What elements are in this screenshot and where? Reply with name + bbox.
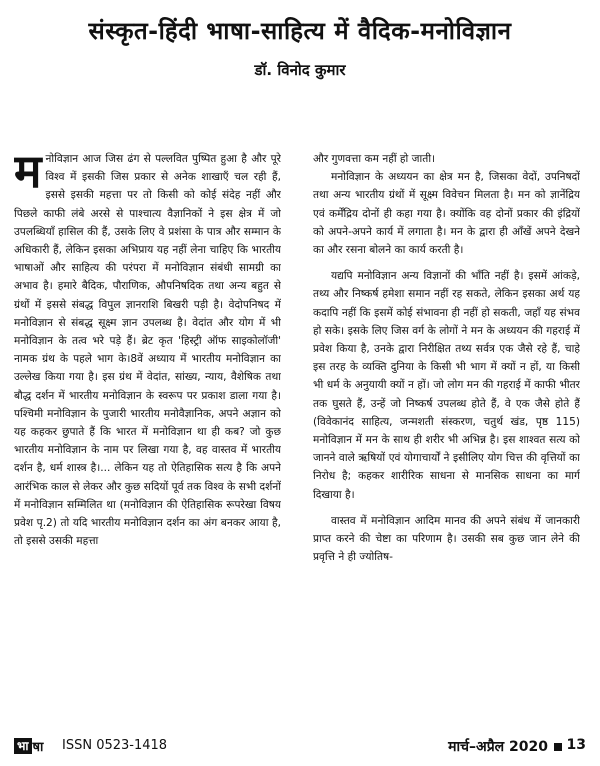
right-paragraph-3: यद्यपि मनोविज्ञान अन्य विज्ञानों की भाँति नहीं है। इसमें आंकड़े, तथ्य और निष्कर्ष हमेशा समान नहीं रह सकते, लेकिन इसका अर्थ यह कदापि नहीं कि इसमें कोई संभावना ही नहीं हो सकती, जहाँ यह संभव हो सके। इसके लिए जिस वर्ग के लोगों ने मन के अध्ययन की गहराई में प्रवेश किया है, उनके द्वारा निरीक्षित तथ्य सर्वत्र एक जैसे रहे हैं, चाहे इस तरह के व्यक्ति दुनिया के किसी भी भाग में क्यों न हों, या किसी भी धर्म के अनुयायी क्यों न हों। जो लोग मन की गहराई में काफी भीतर तक घुसते हैं, उन्हें जो निष्कर्ष उपलब्ध होते हैं, वे एक जैसे होते हैं (विवेकानंद साहित्य, जन्मशती संस्करण, चतुर्थ खंड, पृष्ठ 115) मनोविज्ञान में मन के साथ ही शरीर भी अभिन्न है। इस शाश्वत सत्य को जानने वाले ऋषियों एवं योगाचार्यों ने इसीलिए योग चित्त की वृत्तियों का निरोध है; कहकर शारीरिक साधना से मानसिक साधना का मार्ग दिखाया है। bbox=[313, 270, 580, 501]
logo-mark: भा bbox=[14, 738, 32, 754]
left-paragraph-1-text: नोविज्ञान आज जिस ढंग से पल्लवित पुष्पित हुआ है और पूरे विश्व में इसकी जिस प्रकार से अनेक शाखाएँ चल रही हैं, इससे इसकी महत्ता पर तो किसी को कोई संदेह नहीं और पिछले काफी लंबे अरसे से पाश्चात्य वैज्ञानिकों ने इस क्षेत्र में जो उपलब्धियाँ हासिल की हैं, उसके लिए वे प्रशंसा के पात्र और सम्मान के अधिकारी हैं, लेकिन इसका अभिप्राय यह नहीं लेना चाहिए कि भारतीय भाषाओं और साहित्य की परंपरा में मनोविज्ञान संबंधी सामग्री का अभाव है। हमारे बैदिक, पौराणिक, औपनिषदिक तथा अन्य बहुत से ग्रंथों में इससे संबद्ध विपुल ज्ञानराशि बिखरी पड़ी है। वेदोपनिषद में मनोविज्ञान से संबद्ध सूक्ष्म ज्ञान उपलब्ध है। वेदांत और योग में भी मनोविज्ञान के तत्व भरे पड़े हैं। ब्रेट कृत 'हिस्ट्री ऑफ साइकोलॉजी' नामक ग्रंथ के पहले भाग के।8वें अध्याय में भारतीय मनोविज्ञान का उल्लेख किया गया है। इस ग्रंथ में वेदांत, सांख्य, न्याय, वैशेषिक तथा बौद्ध दर्शन में भारतीय मनोविज्ञान के स्वरूप पर प्रकाश डाला गया है। पश्चिमी मनोविज्ञान के पुजारी भारतीय मनोवैज्ञानिक, अपने अज्ञान को यह कहकर छुपाते हैं कि भारत में मनोविज्ञान था ही कब? जो कुछ भारतीय मनोविज्ञान के नाम पर लिखा गया है, वह वास्तव में भारतीय दर्शन है, धर्म शास्त्र है।... लेकिन यह तो ऐतिहासिक सत्य है कि अपने आरंभिक काल से लेकर और कुछ सदियों पूर्व तक विश्व के सभी दर्शनों में मनोविज्ञान सम्मिलित था (मनोविज्ञान की ऐतिहासिक रूपरेखा विषय प्रवेश पृ.2) तो यदि भारतीय मनोविज्ञान दर्शन का अंग बनकर आया है, तो इससे उसकी महत्ता bbox=[14, 153, 281, 548]
issue-date: मार्च–अप्रैल 2020 bbox=[448, 739, 548, 755]
right-paragraph-2: मनोविज्ञान के अध्ययन का क्षेत्र मन है, जिसका वेदों, उपनिषदों तथा अन्य भारतीय ग्रंथों में सूक्ष्म विवेचन मिलता है। मन को ज्ञानेंद्रिय एवं कर्मेंद्रिय दोनों ही कहा गया है। क्योंकि वह दोनों प्रकार की इंद्रियों को अपने-अपने कार्य में लगाता है। मन के द्वारा ही आँखें अपने देखने का और रसना बोलने का कार्य करती है। bbox=[313, 171, 580, 257]
article-author: डॉ. विनोद कुमार bbox=[254, 61, 346, 79]
left-paragraph-1 bbox=[14, 150, 281, 550]
left-column bbox=[14, 150, 281, 698]
right-paragraph-4: वास्तव में मनोविज्ञान आदिम मानव की अपने संबंध में जानकारी प्राप्त करने की चेष्टा का परिणाम है। उसकी सब कुछ जान लेने की प्रवृत्ति ने ही ज्योतिष- bbox=[313, 514, 580, 564]
right-column bbox=[313, 150, 580, 698]
logo-text: षा bbox=[32, 740, 44, 755]
issn-number: ISSN 0523-1418 bbox=[62, 738, 168, 753]
drop-cap: म bbox=[14, 150, 42, 198]
journal-logo bbox=[14, 737, 43, 755]
article-title: संस्कृत-हिंदी भाषा-साहित्य में वैदिक-मनोविज्ञान bbox=[88, 17, 512, 45]
page-footer bbox=[0, 735, 600, 759]
right-paragraph-1: और गुणवत्ता कम नहीं हो जाती। bbox=[313, 153, 436, 165]
square-bullet-icon bbox=[554, 743, 562, 751]
page-number: 13 bbox=[566, 737, 586, 753]
